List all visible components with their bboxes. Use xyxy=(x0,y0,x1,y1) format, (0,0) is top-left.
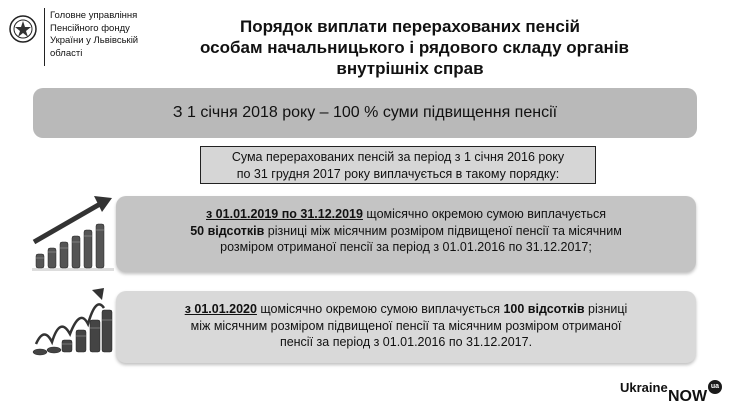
payment-stage-card-2020 xyxy=(116,291,696,363)
card-text: щомісячно окремою сумою виплачується xyxy=(362,207,606,221)
card-text: різниці між місячним розміром підвищеної пенсії та місячним xyxy=(264,223,622,238)
logo-divider xyxy=(44,8,45,66)
org-line: Головне управління xyxy=(50,10,138,21)
card-text: розміром отриманої пенсії за період з 01.01.2016 по 31.12.2017; xyxy=(220,240,592,254)
percent-value: 50 відсотків xyxy=(190,223,265,238)
page-title xyxy=(200,16,630,79)
org-line: області xyxy=(50,47,83,59)
card-line xyxy=(116,206,696,223)
pension-fund-emblem-icon xyxy=(8,14,38,44)
coins-growth-arrow-icon xyxy=(30,190,116,272)
card-text: щомісячно окремою сумою виплачується xyxy=(256,302,504,316)
title-line: Порядок виплати перерахованих пенсій xyxy=(239,17,581,36)
card-text: між місячним розміром підвищеної пенсії та місячним розміром отриманої xyxy=(190,318,622,333)
card-line xyxy=(116,301,696,318)
ukraine-now-logo xyxy=(620,376,728,406)
brand-badge: ua xyxy=(708,380,722,394)
title-line: внутрішніх справ xyxy=(336,59,484,78)
title-line: особам начальницького і рядового складу органів xyxy=(200,38,630,57)
info-line: по 31 грудня 2017 року виплачується в такому порядку: xyxy=(236,167,560,181)
organization-logo-block xyxy=(6,6,176,66)
org-line: Пенсійного фонду xyxy=(50,22,130,34)
card-text: різниці xyxy=(584,302,628,316)
payment-stage-card-2019 xyxy=(116,196,696,272)
coins-growth-arrow-icon xyxy=(30,286,116,366)
brand-ukraine: Ukraine xyxy=(620,380,668,395)
card-line xyxy=(116,223,696,240)
card-text: пенсії за період з 01.01.2016 по 31.12.2017. xyxy=(279,335,533,349)
organization-name xyxy=(50,10,180,60)
period-date: з 01.01.2019 по 31.12.2019 xyxy=(206,207,363,221)
brand-now: NOW xyxy=(668,388,708,405)
org-line: України у Львівській xyxy=(50,35,139,46)
banner-text: З 1 січня 2018 року – 100 % суми підвищення пенсії xyxy=(172,104,558,121)
info-line: Сума перерахованих пенсій за період з 1 січня 2016 року xyxy=(231,150,565,164)
main-banner xyxy=(33,88,697,138)
period-date: з 01.01.2020 xyxy=(184,302,257,316)
percent-value: 100 відсотків xyxy=(503,302,585,316)
info-box xyxy=(200,146,596,184)
